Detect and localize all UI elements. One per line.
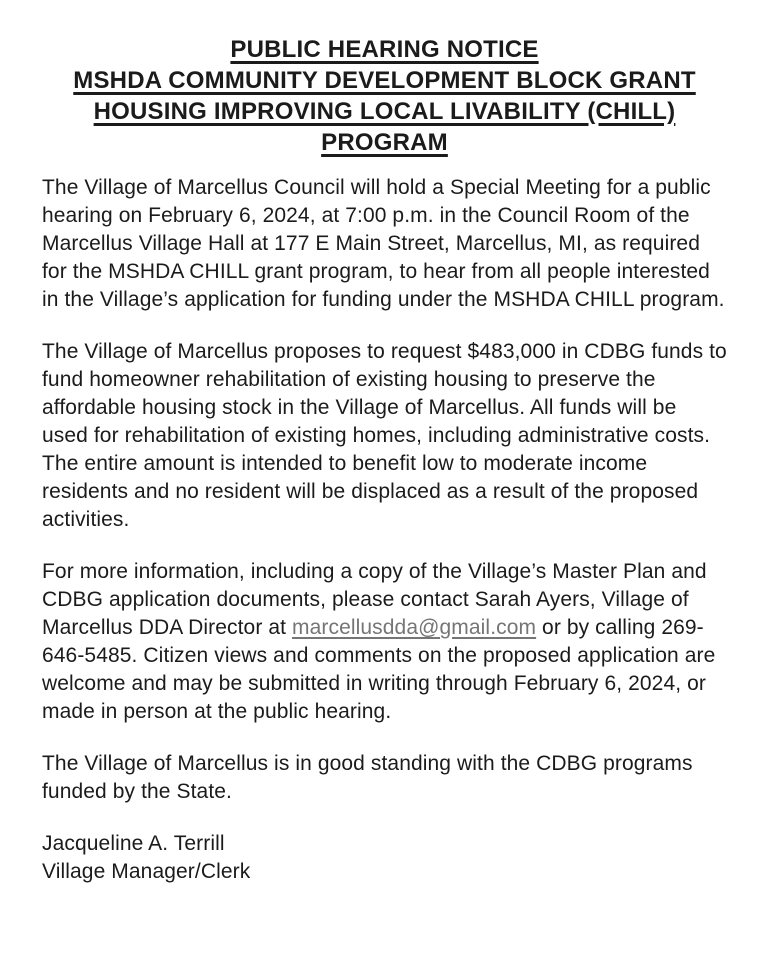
paragraph-funding-request: The Village of Marcellus proposes to request $483,000 in CDBG funds to fund homeowner rehabilitation of existing housing to preserve the affordable housing stock in the Village of Marcellus. All funds will be used for rehabilitation of existing homes, including administrative costs. The entire amount is intended to benefit low to moderate income residents and no resident will be displaced as a result of the proposed activities. (42, 340, 727, 531)
notice-title (42, 34, 727, 158)
contact-text-before-email: For more information, including a copy of the Village’s Master Plan and CDBG application documents, please contact Sarah Ayers, Village of Marcellus DDA Director at (42, 560, 707, 639)
paragraph-contact-info (42, 558, 727, 726)
paragraph-meeting-details: The Village of Marcellus Council will hold a Special Meeting for a public hearing on February 6, 2024, at 7:00 p.m. in the Council Room of the Marcellus Village Hall at 177 E Main Street, Marcellus, MI, as required for the MSHDA CHILL grant program, to hear from all people interested in the Village’s application for funding under the MSHDA CHILL program. (42, 176, 725, 311)
signature-name: Jacqueline A. Terrill (42, 832, 225, 855)
title-line-mshda-cdbg: MSHDA COMMUNITY DEVELOPMENT BLOCK GRANT (73, 67, 696, 94)
title-line-program: PROGRAM (321, 129, 448, 156)
paragraph-good-standing: The Village of Marcellus is in good standing with the CDBG programs funded by the State. (42, 752, 693, 803)
email-link[interactable]: marcellusdda@gmail.com (292, 616, 537, 639)
contact-text-after-email: or by calling 269-646-5485. Citizen views and comments on the proposed application are welcome and may be submitted in writing through February 6, 2024, or made in person at the public hearing. (42, 616, 716, 723)
title-line-chill: HOUSING IMPROVING LOCAL LIVABILITY (CHILL) (93, 98, 676, 125)
signature-title: Village Manager/Clerk (42, 860, 251, 883)
title-line-public-hearing-notice: PUBLIC HEARING NOTICE (230, 36, 539, 63)
signature-block (42, 830, 727, 886)
